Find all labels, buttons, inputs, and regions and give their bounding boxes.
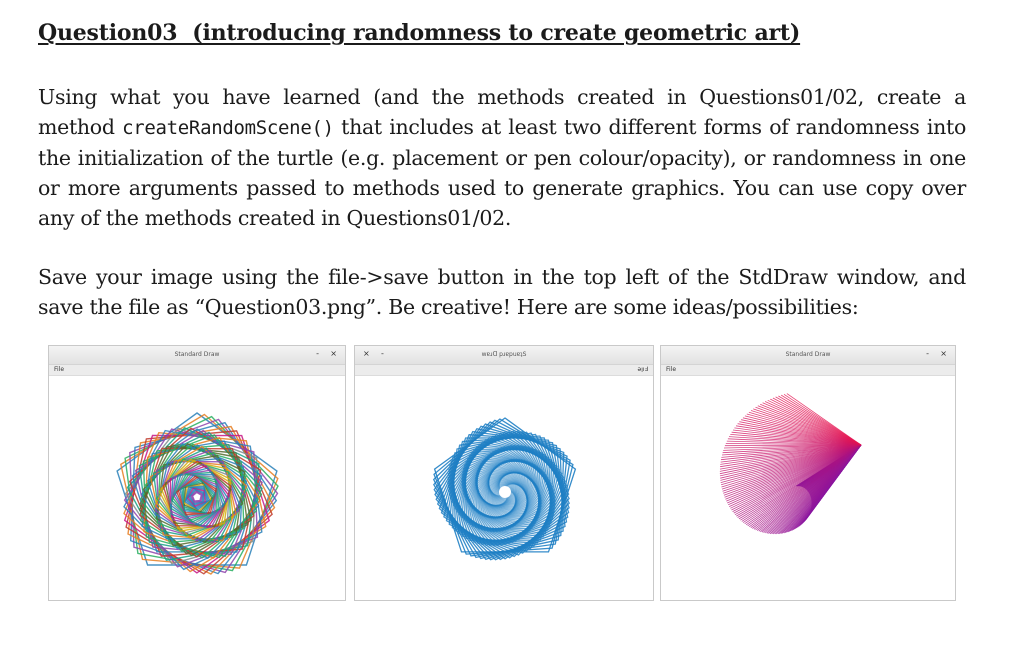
instructions-text-a: Using what you have learned (and the methods created in Questions01/02, create a method	[38, 85, 966, 139]
minimize-button[interactable]: -	[316, 349, 319, 358]
window-title: wɐɹᗡ pɹɐpuɐʇS	[481, 351, 527, 358]
blue-swirl-art	[355, 375, 653, 599]
instructions-text-b: that includes at least two different forms of randomness into the initialization of the turtle (e.g. placement or pen colour/opacity), or randomness in one or more arguments passed to methods used to generate graphics. You can use copy over any of the methods created in Questions01/02.	[38, 115, 966, 230]
minimize-button[interactable]: -	[381, 349, 384, 358]
window-titlebar	[661, 346, 955, 365]
stddraw-window-3	[660, 345, 956, 601]
window-titlebar	[49, 346, 345, 365]
close-button[interactable]: ×	[940, 349, 947, 358]
stddraw-window-1	[48, 345, 346, 601]
question-title: Question03 (introducing randomness to create geometric art)	[38, 20, 801, 46]
window-title: Standard Draw	[785, 351, 831, 358]
minimize-button[interactable]: -	[926, 349, 929, 358]
window-titlebar	[355, 346, 653, 365]
window-title: Standard Draw	[174, 351, 220, 358]
instructions-paragraph	[38, 82, 966, 233]
stddraw-window-2	[354, 345, 654, 601]
method-name-code: createRandomScene()	[122, 117, 334, 139]
save-instructions-paragraph: Save your image using the file->save button in the top left of the StdDraw window, and save the file as “Question03.png”. Be creative! Here are some ideas/possibilities:	[38, 265, 966, 319]
file-menu[interactable]: File	[666, 366, 677, 373]
close-button[interactable]: ×	[363, 349, 370, 358]
file-menu[interactable]: ǝןıℲ	[637, 366, 648, 373]
swirl-center	[499, 486, 511, 498]
file-menu[interactable]: File	[54, 366, 65, 373]
random-pentagon-art	[49, 375, 345, 599]
spiral-shell-art	[661, 375, 955, 599]
close-button[interactable]: ×	[330, 349, 337, 358]
